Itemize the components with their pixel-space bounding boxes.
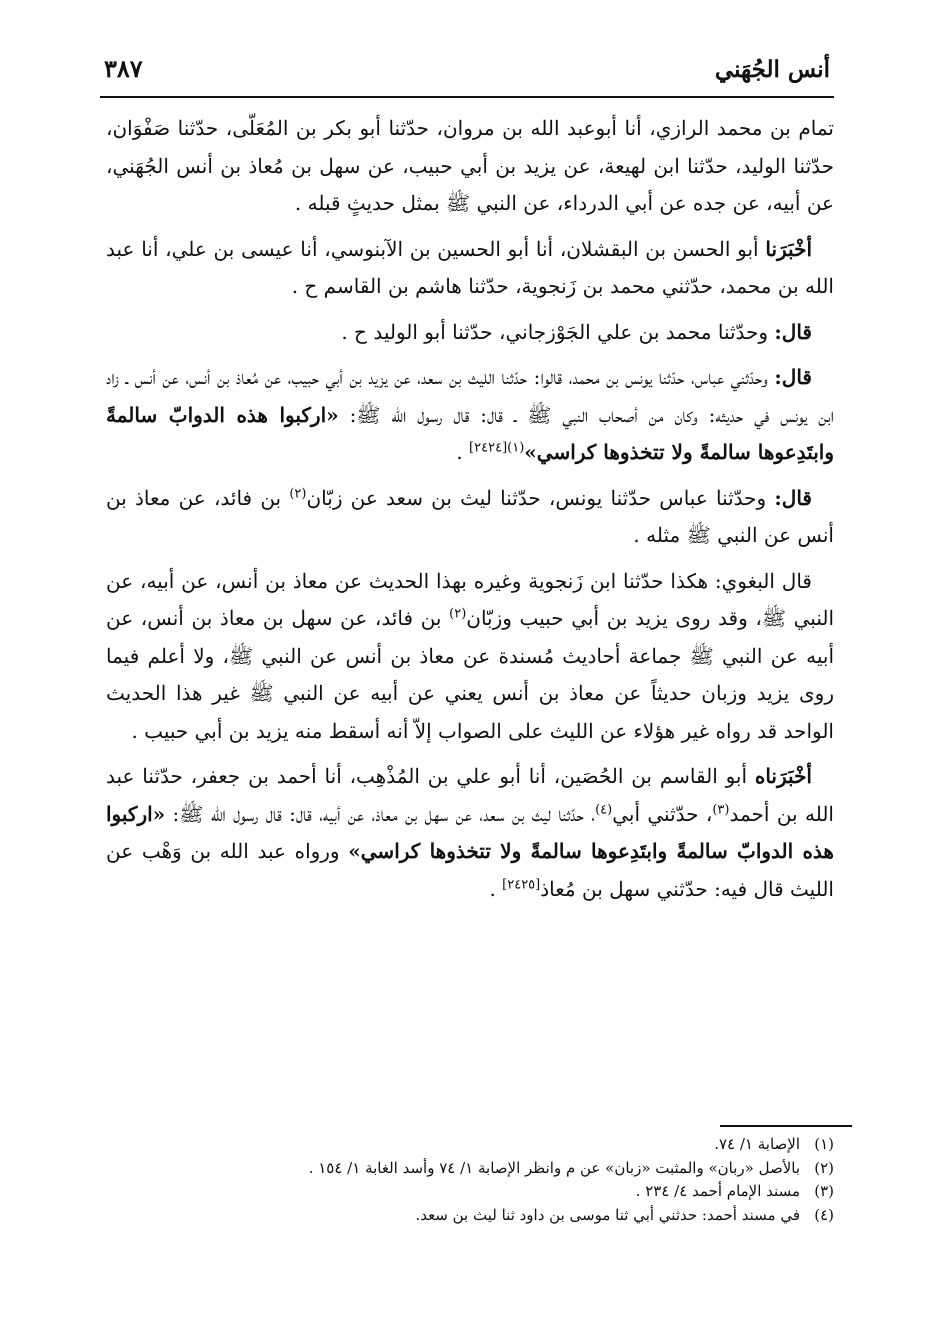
footnote-text: مسند الإمام أحمد ٤/ ٢٣٤ . [635, 1182, 800, 1200]
paragraph [106, 314, 834, 352]
reference-marker: (٢) [449, 606, 467, 622]
paragraph [106, 231, 834, 306]
footnote-number: (٤) [814, 1205, 834, 1224]
paragraph [106, 480, 834, 555]
reference-marker: (٢) [289, 485, 307, 501]
text-run: ورواه عبد الله بن وَهْب عن الليث قال فيه: حدّثني سهل بن مُعاذ [106, 839, 834, 901]
reference-marker: [٢٤٢٥] [502, 876, 541, 892]
footnote-number: (٢) [814, 1158, 834, 1177]
bold-text: قال: [774, 319, 812, 344]
text-run: أبو القاسم بن الحُصَين، أنا أبو علي بن المُذْهِب، أنا أحمد بن جعفر، حدّثنا عبد الله بن أحمد [106, 764, 834, 826]
text-run: ، حدّثني أبي [612, 801, 713, 826]
text-run: وحدّثنا محمد بن علي الجَوْزجاني، حدّثنا أبو الوليد ح . [341, 319, 775, 344]
paragraph [106, 110, 834, 223]
reference-marker: (٣) [712, 801, 730, 817]
text-run: تمام بن محمد الرازي، أنا أبوعبد الله بن مروان، حدّثنا أبو بكر بن المُعَلّى، حدّثنا صَفْوَان، حدّثنا الوليد، حدّثنا ابن لهيعة، عن يزيد بن أبي حبيب، عن سهل بن مُعاذ بن أنس الجُهَني، عن أبيه، عن جده عن أبي الدرداء، عن النبي ﷺ بمثل حديثٍ قبله . [106, 116, 834, 215]
running-title: أنس الجُهَني [714, 56, 830, 83]
bold-text: «اركبوا هذه الدوابّ سالمةً وابتَدِعوها سالمةً ولا تتخذوها كراسي» [106, 801, 834, 863]
reference-marker: (١) [507, 440, 525, 456]
bold-text: أخْبَرَناه [754, 764, 812, 788]
footnote [106, 1157, 834, 1181]
text-run: ، حدّثنا ليث بن سعد، عن سهل بن معاذ، عن أبيه، قال: قال رسول الله ﷺ: [165, 801, 596, 826]
bold-text: قال: [774, 365, 812, 389]
footnote [106, 1133, 834, 1157]
text-run: قال البغوي: هكذا حدّثنا ابن زَنجوية وغيره بهذا الحديث عن معاذ بن أنس، عن أبيه، عن النبي ﷺ، وقد روى يزيد بن أبي حبيب وزبّان [106, 568, 835, 630]
text-run: وحدّثني عباس، حدّثنا يونس بن محمد، قالوا: حدّثنا الليث بن سعد، عن يزيد بن أبي حبيب، عن مُعاذ بن أنس، عن أنس ـ زاد ابن يونس في حديثه: وكان من أصحاب النبي ﷺ ـ قال: قال رسول الله ﷺ: [106, 365, 834, 427]
reference-marker: [٢٤٢٤] [469, 440, 508, 456]
text-run: . [489, 876, 503, 901]
footnotes [106, 1133, 834, 1227]
text-run: . [456, 440, 470, 464]
paragraph [106, 563, 834, 751]
reference-marker: (٤) [595, 801, 613, 817]
footnote-separator [720, 1125, 852, 1127]
text-run: وحدّثنا عباس حدّثنا يونس، حدّثنا ليث بن سعد عن زبّان [306, 485, 775, 510]
footnote-text: الإصابة ١/ ٧٤. [714, 1135, 800, 1153]
bold-text: «اركبوا هذه الدوابّ سالمةً وابتَدِعوها سالمةً ولا تتخذوها كراسي» [106, 402, 834, 464]
page-header [100, 52, 834, 98]
bold-text: قال: [774, 485, 812, 510]
paragraph [106, 758, 834, 908]
text-run: أبو الحسن بن البقشلان، أنا أبو الحسين بن الآبنوسي، أنا عيسى بن علي، أنا عبد الله بن محمد، حدّثني محمد بن زَنجوية، حدّثنا هاشم بن القاسم ح . [106, 236, 834, 298]
paragraph [106, 359, 834, 472]
text-run: بن فائد، عن سهل بن معاذ بن أنس، عن أبيه عن النبي ﷺ جماعة أحاديث مُسندة عن معاذ بن أنس عن النبي ﷺ، ولا أعلم فيما روى يزيد وزبان حديثاً عن معاذ بن أنس يعني عن أبيه عن النبي ﷺ غير هذا الحديث الواحد قد رواه غير هؤلاء عن الليث على الصواب إلاّ أنه أسقط منه يزيد بن أبي حبيب . [106, 606, 834, 743]
page-number: ٣٨٧ [104, 54, 143, 83]
footnote-number: (٣) [814, 1182, 834, 1200]
bold-text: أخْبَرَنا [765, 236, 812, 261]
main-text [106, 110, 834, 916]
footnote [106, 1180, 834, 1204]
footnote-text: بالأصل «ربان» والمثبت «زبان» عن م وانظر الإصابة ١/ ٧٤ وأسد الغابة ١/ ١٥٤ . [308, 1158, 800, 1177]
footnote-text: في مسند أحمد: حدثني أبي ثنا موسى بن داود ثنا ليث بن سعد. [415, 1205, 800, 1224]
footnote-number: (١) [814, 1135, 834, 1153]
footnote [106, 1204, 834, 1228]
text-run: بن فائد، عن معاذ بن أنس عن النبي ﷺ مثله . [106, 485, 834, 547]
